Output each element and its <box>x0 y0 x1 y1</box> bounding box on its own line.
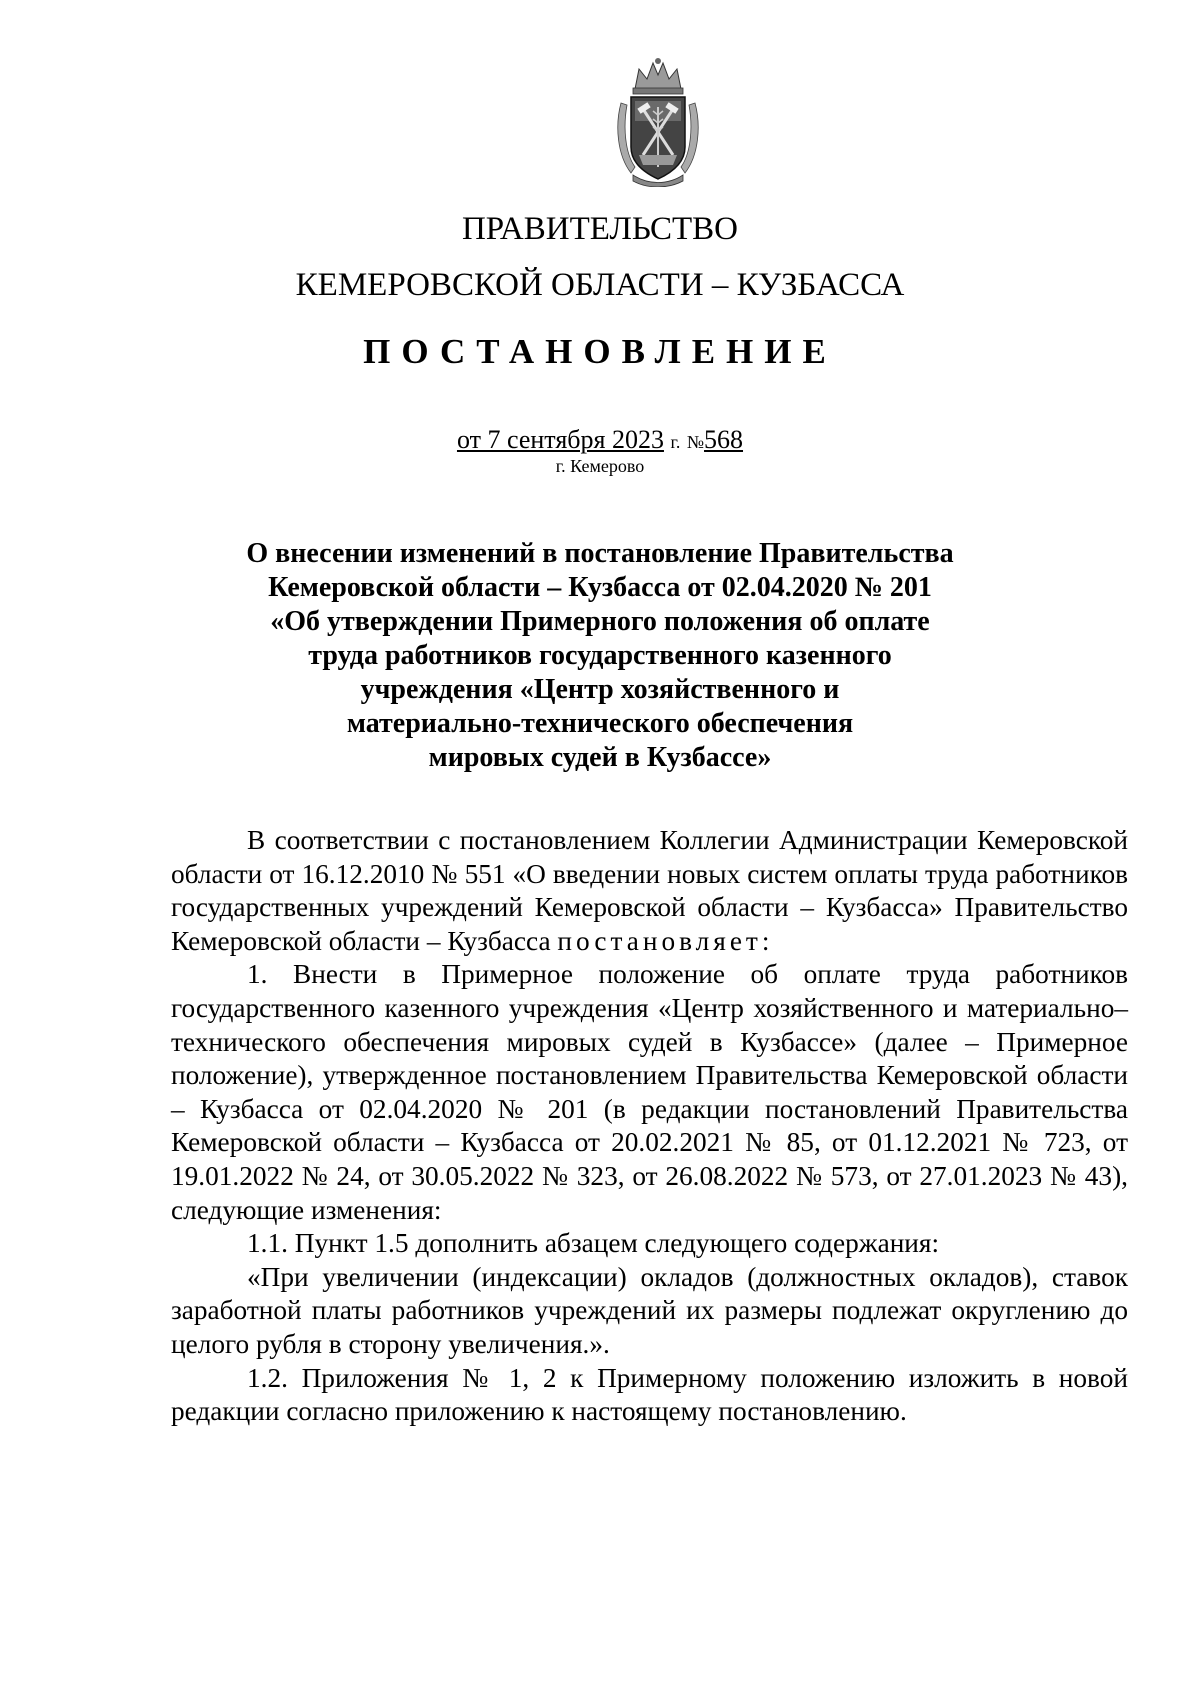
paragraph-preamble <box>171 824 1128 958</box>
document-title <box>200 537 1000 775</box>
government-name <box>0 201 1200 313</box>
document-date: от 7 сентября 2023 <box>456 425 664 454</box>
document-type: ПОСТАНОВЛЕНИЕ <box>363 332 837 371</box>
title-line: труда работников государственного казенного <box>308 640 892 671</box>
number-sign: № <box>686 432 705 452</box>
document-body <box>171 824 1128 1429</box>
government-line-2: КЕМЕРОВСКОЙ ОБЛАСТИ – КУЗБАССА <box>295 267 905 303</box>
title-line: О внесении изменений в постановление Правительства <box>246 538 954 569</box>
paragraph-item-1: 1. Внести в Примерное положение об оплате труда работников государственного казенного учреждения «Центр хозяйственного и материально–технического обеспечения мировых судей в Кузбассе» (далее – Примерное положение), утвержденное постановлением Правительства Кемеровской области – Кузбасса от 02.04.2020 № 201 (в редакции постановлений Правительства Кемеровской области – Кузбасса от 20.02.2021 № 85, от 01.12.2021 № 723, от 19.01.2022 № 24, от 30.05.2022 № 323, от 26.08.2022 № 573, от 27.01.2023 № 43), следующие изменения: <box>171 959 1128 1225</box>
title-line: материально-технического обеспечения <box>346 708 854 739</box>
title-line: учреждения «Центр хозяйственного и <box>360 674 840 705</box>
paragraph-quote: «При увеличении (индексации) окладов (должностных окладов), ставок заработной платы работников учреждений их размеры подлежат округлению до целого рубля в сторону увеличения.». <box>171 1261 1128 1359</box>
paragraph-item-1-1: 1.1. Пункт 1.5 дополнить абзацем следующего содержания: <box>247 1228 940 1259</box>
resolves-word: постановляет: <box>557 925 774 956</box>
city: г. Кемерово <box>555 456 645 476</box>
title-line: мировых судей в Кузбассе» <box>428 742 772 773</box>
kemerovo-coat-of-arms-icon <box>613 55 703 187</box>
year-suffix: г. <box>670 432 681 452</box>
preamble-text: В соответствии с постановлением Коллегии Администрации Кемеровской области от 16.12.2010 № 551 «О введении новых систем оплаты труда работников государственных учреждений Кемеровской области – Кузбасса» Правительство Кемеровской области – Кузбасса <box>171 825 1128 956</box>
document-number: 568 <box>704 425 744 454</box>
government-line-1: ПРАВИТЕЛЬСТВО <box>461 211 739 247</box>
date-number-line <box>0 424 1200 458</box>
paragraph-item-1-2: 1.2. Приложения № 1, 2 к Примерному положению изложить в новой редакции согласно приложению к настоящему постановлению. <box>171 1362 1128 1427</box>
title-line: Кемеровской области – Кузбасса от 02.04.2020 № 201 <box>268 572 932 603</box>
title-line: «Об утверждении Примерного положения об оплате <box>270 606 930 637</box>
